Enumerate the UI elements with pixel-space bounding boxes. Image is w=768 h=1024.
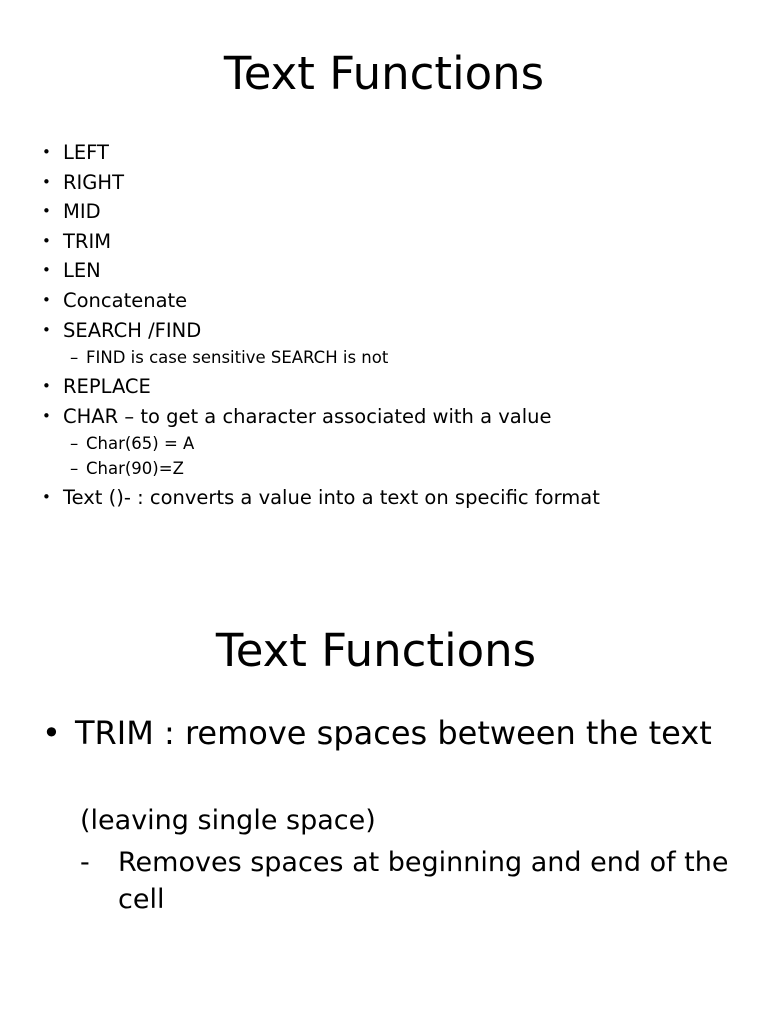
bullet-marker: • [42, 377, 51, 396]
list-item-text: Concatenate [63, 288, 188, 312]
list-item-text: CHAR – to get a character associated with a value [63, 404, 552, 428]
bullet-marker: • [42, 172, 51, 191]
slide-title: Text Functions [223, 47, 545, 100]
sub-list-item [0, 345, 768, 370]
slide-2 [0, 576, 768, 1024]
list-item [0, 402, 768, 432]
list-item [0, 227, 768, 257]
bullet-marker: • [42, 261, 51, 280]
list-item-text: TRIM : remove spaces between the text [75, 714, 712, 752]
bullet-list [0, 138, 768, 512]
sub-list-item [0, 431, 768, 456]
bullet-marker: • [42, 290, 51, 309]
bullet-marker: • [42, 488, 51, 507]
slide-title: Text Functions [215, 624, 537, 677]
list-item-text: Text ()- : converts a value into a text on specific format [63, 486, 600, 510]
sub-list-item-text: FIND is case sensitive SEARCH is not [86, 348, 389, 368]
bullet-marker: • [42, 231, 51, 250]
sub-bullet-marker: – [70, 434, 79, 454]
sub-list-item-text: Removes spaces at beginning and end of the cell [118, 847, 729, 915]
bullet-marker: • [42, 143, 51, 161]
list-item-text: SEARCH /FIND [63, 318, 202, 342]
bullet-marker: • [42, 714, 61, 752]
list-item-text: LEFT [63, 141, 109, 164]
sub-bullet-marker: – [70, 348, 79, 368]
list-item [0, 286, 768, 316]
sub-list-item-text: Char(65) = A [86, 434, 195, 454]
list-item [0, 138, 768, 168]
sub-bullet-marker: – [70, 459, 79, 479]
list-item-text: REPLACE [63, 375, 151, 399]
bullet-marker: • [42, 202, 51, 221]
list-item [0, 372, 768, 402]
list-item [0, 256, 768, 286]
list-item-text: LEN [63, 259, 101, 283]
note-text: (leaving single space) [80, 805, 376, 836]
sub-list-item [0, 456, 768, 481]
list-item-text: TRIM [63, 229, 112, 253]
sub-bullet-marker: - [80, 847, 90, 878]
list-item [0, 316, 768, 346]
list-item [0, 168, 768, 198]
list-item-text: MID [63, 200, 101, 224]
bullet-marker: • [42, 406, 51, 425]
sub-list-item-text: Char(90)=Z [86, 459, 184, 479]
list-item [0, 483, 768, 512]
list-item [0, 197, 768, 227]
list-item-text: RIGHT [63, 170, 124, 194]
bullet-marker: • [42, 320, 51, 339]
